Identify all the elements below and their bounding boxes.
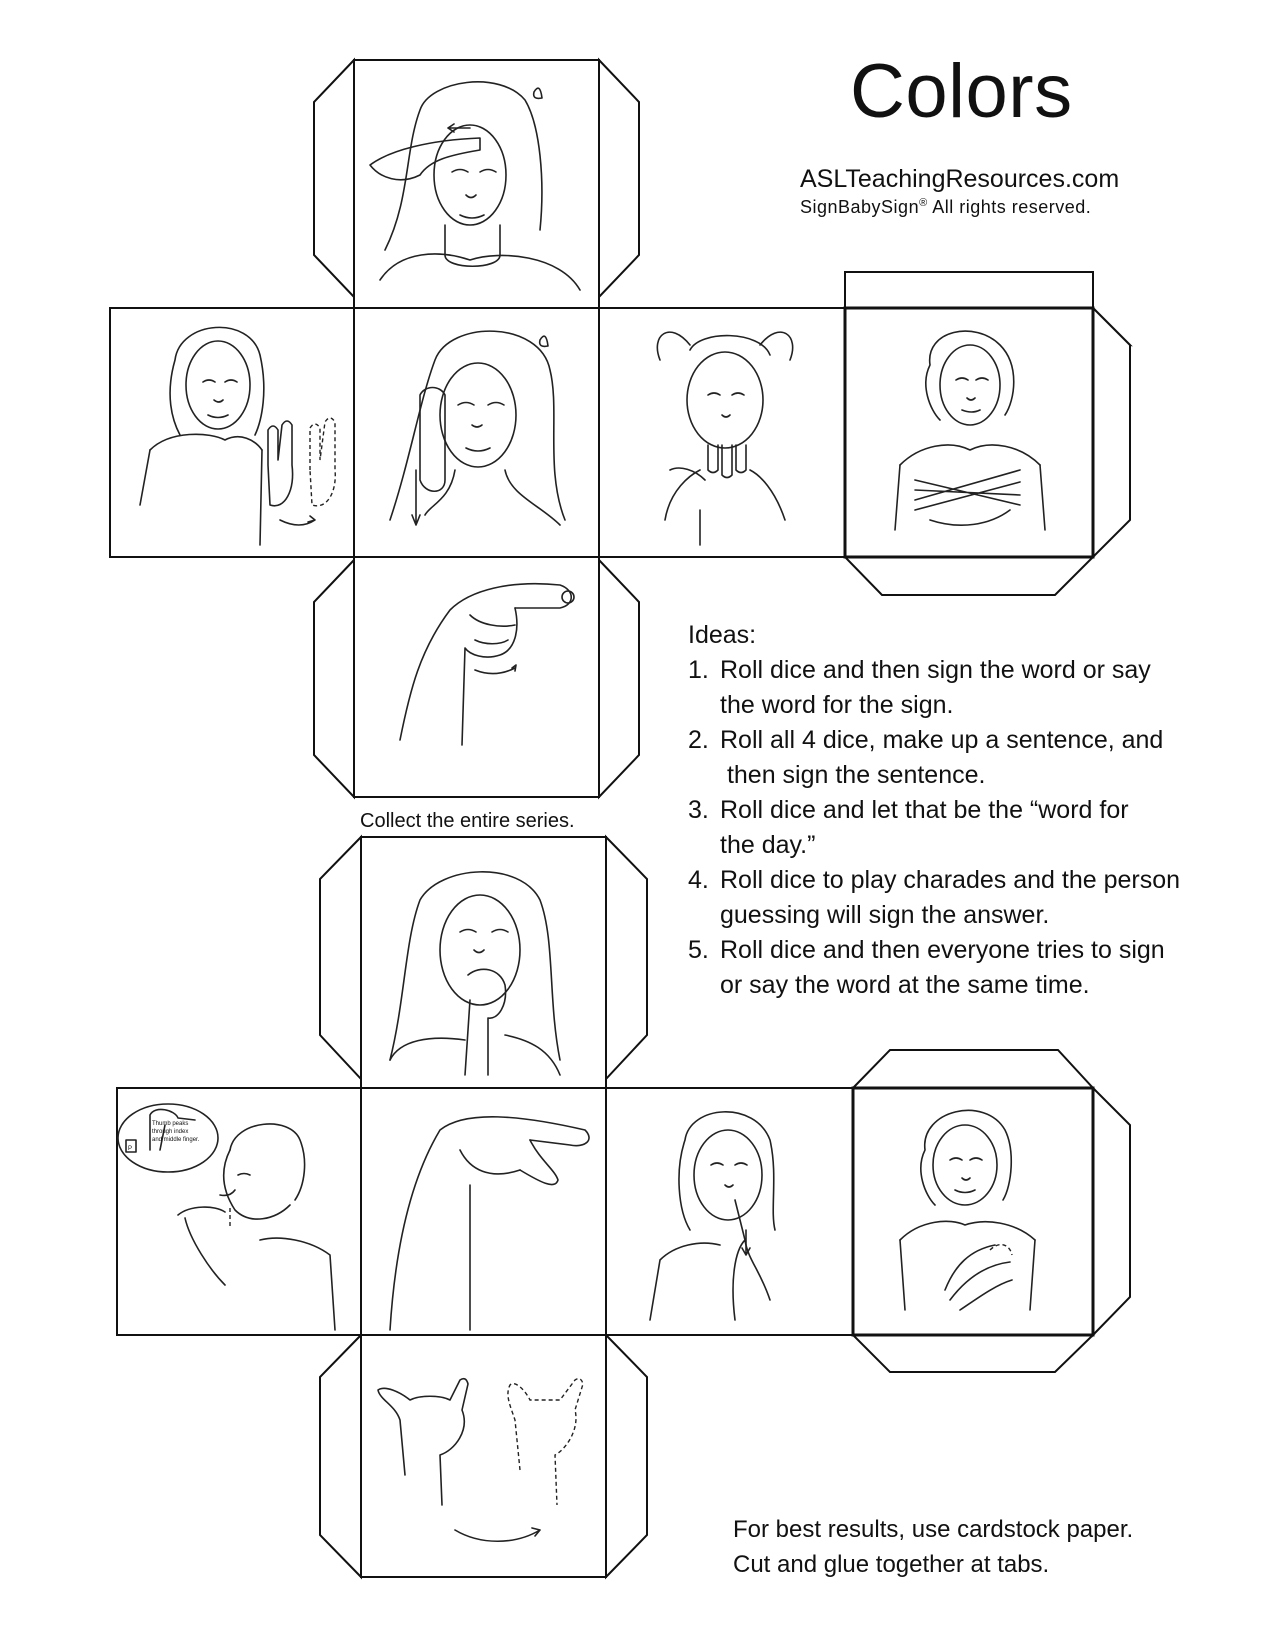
tab <box>599 560 639 797</box>
list-item <box>688 653 1180 723</box>
printing-tip <box>733 1512 1133 1582</box>
fingerspell-letter: P <box>128 1146 133 1152</box>
die-face-3 <box>361 1088 606 1335</box>
item-line: or say the word at the same time. <box>720 971 1090 999</box>
die-face-4 <box>599 308 845 557</box>
bubble-note-line2: through index <box>152 1129 189 1135</box>
tab <box>320 837 361 1079</box>
item-number: 2. <box>688 726 709 754</box>
ideas-heading: Ideas: <box>688 621 757 649</box>
tab <box>320 1335 361 1577</box>
rights-text: All rights reserved. <box>927 197 1092 217</box>
tab <box>599 60 639 297</box>
tab <box>606 837 647 1079</box>
die-face-4 <box>606 1088 853 1335</box>
item-line: Roll dice and then sign the word or say <box>720 656 1151 684</box>
item-line: guessing will sign the answer. <box>720 901 1050 929</box>
tab <box>853 1050 1093 1088</box>
item-line: Roll dice to play charades and the person <box>720 866 1181 894</box>
tab <box>314 560 354 797</box>
item-number: 3. <box>688 796 709 824</box>
item-line: the day.” <box>720 831 816 859</box>
tab <box>1093 308 1130 557</box>
item-line: then sign the sentence. <box>720 761 986 789</box>
item-line: the word for the sign. <box>720 691 954 719</box>
list-item <box>688 863 1180 933</box>
tab <box>314 60 354 297</box>
tab <box>853 1335 1093 1372</box>
die-face-5 <box>853 1088 1093 1335</box>
ideas-section <box>688 618 1180 1003</box>
registered-mark: ® <box>919 197 928 209</box>
item-line: Roll all 4 dice, make up a sentence, and <box>720 726 1164 754</box>
item-number: 1. <box>688 656 709 684</box>
tip-line-1: For best results, use cardstock paper. <box>733 1516 1134 1543</box>
copyright-line <box>800 197 1091 218</box>
item-line: Roll dice and let that be the “word for <box>720 796 1129 824</box>
list-item <box>688 723 1180 793</box>
bubble-note-line3: and middle finger. <box>152 1137 200 1143</box>
item-line: Roll dice and then everyone tries to sign <box>720 936 1165 964</box>
item-number: 4. <box>688 866 709 894</box>
item-number: 5. <box>688 936 709 964</box>
tab <box>845 557 1093 595</box>
page-title: Colors <box>850 49 1073 134</box>
brand-name: SignBabySign <box>800 197 920 217</box>
tab <box>1093 1088 1130 1335</box>
list-item <box>688 793 1180 863</box>
collect-series-note: Collect the entire series. <box>360 810 575 832</box>
site-name: ASLTeachingResources.com <box>800 165 1120 193</box>
tip-line-2: Cut and glue together at tabs. <box>733 1551 1050 1578</box>
list-item <box>688 933 1180 1003</box>
bubble-note-line1: Thumb peaks <box>152 1121 189 1127</box>
tab <box>606 1335 647 1577</box>
ideas-list <box>688 653 1180 1003</box>
